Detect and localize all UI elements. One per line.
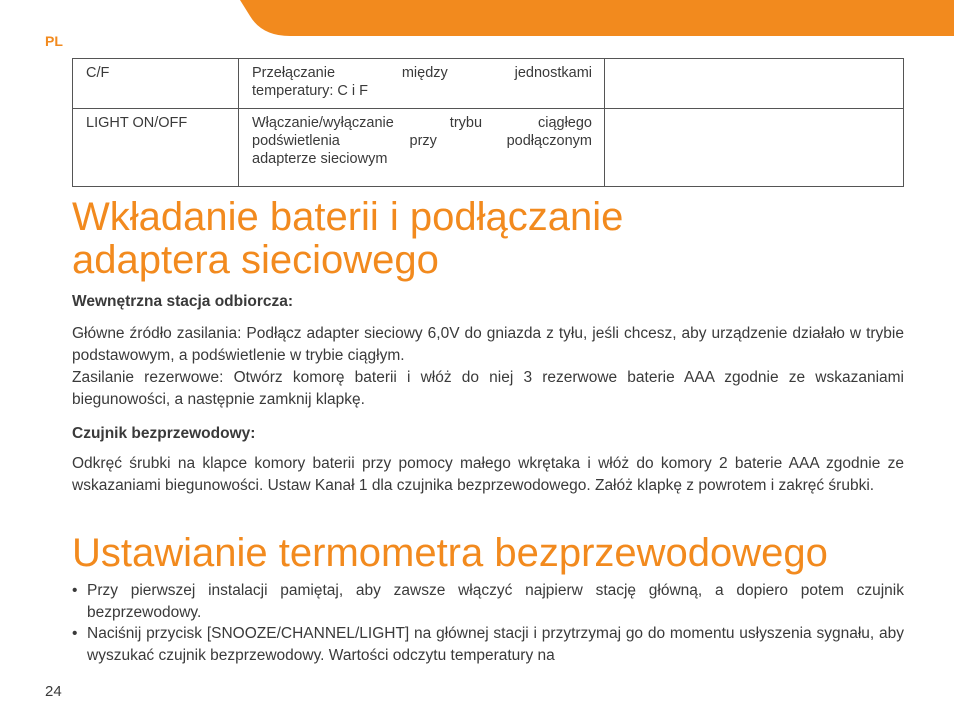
table-row [73,109,904,187]
table-row [73,59,904,109]
paragraph-sensor-batteries: Odkręć śrubki na klapce komory baterii przy pomocy małego wkrętaka i włóż do komory 2 baterie AAA zgodnie ze wskazaniami biegunowości. Ustaw Kanał 1 dla czujnika bezprzewodowego. Załóż klapkę z powrotem i zakręć śrubki. [72,455,904,494]
section-title-thermometer: Ustawianie termometra bezprzewodowego [72,531,828,575]
page-number: 24 [45,683,62,700]
list-item-text: Naciśnij przycisk [SNOOZE/CHANNEL/LIGHT] na głównej stacji i przytrzymaj go do momentu usłyszenia sygnału, aby wyszukać czujnik bezprzewodowy. Wartości odczytu temperatury na [87,625,904,664]
header-accent-band [0,0,954,36]
description-line: Przełączanie między jednostkami [252,65,592,81]
paragraph-backup-power: Zasilanie rezerwowe: Otwórz komorę baterii i włóż do niej 3 rezerwowe baterie AAA zgodnie ze wskazaniami biegunowości, a następnie zamknij klapkę. [72,369,904,408]
instruction-list [72,580,904,666]
list-item [72,580,904,623]
section-title-batteries [72,196,623,282]
title-line: Wkładanie baterii i podłączanie [72,195,624,239]
table-cell-empty [605,109,904,187]
parameter-table [72,58,904,187]
table-cell-key: C/F [73,59,239,109]
subheading-sensor: Czujnik bezprzewodowy: [72,425,256,442]
language-code: PL [45,33,63,49]
table-cell-description [239,59,605,109]
description-line: temperatury: C i F [252,83,369,99]
table-cell-key: LIGHT ON/OFF [73,109,239,187]
bullet-glyph: • [72,582,78,599]
description-line: Włączanie/wyłączanie trybu ciągłego [252,115,592,131]
table-cell-empty [605,59,904,109]
table-cell-description [239,109,605,187]
description-line: podświetlenia przy podłączonym [252,133,592,149]
paragraph-main-power: Główne źródło zasilania: Podłącz adapter sieciowy 6,0V do gniazda z tyłu, jeśli chcesz, aby urządzenie działało w trybie podstawowym, a podświetlenie w trybie ciągłym. [72,325,904,364]
subheading-receiver: Wewnętrzna stacja odbiorcza: [72,293,294,310]
list-item [72,623,904,666]
description-line: adapterze sieciowym [252,151,388,167]
bullet-glyph: • [72,625,78,642]
list-item-text: Przy pierwszej instalacji pamiętaj, aby zawsze włączyć najpierw stację główną, a dopiero potem czujnik bezprzewodowy. [87,582,904,621]
title-line: adaptera sieciowego [72,238,439,282]
